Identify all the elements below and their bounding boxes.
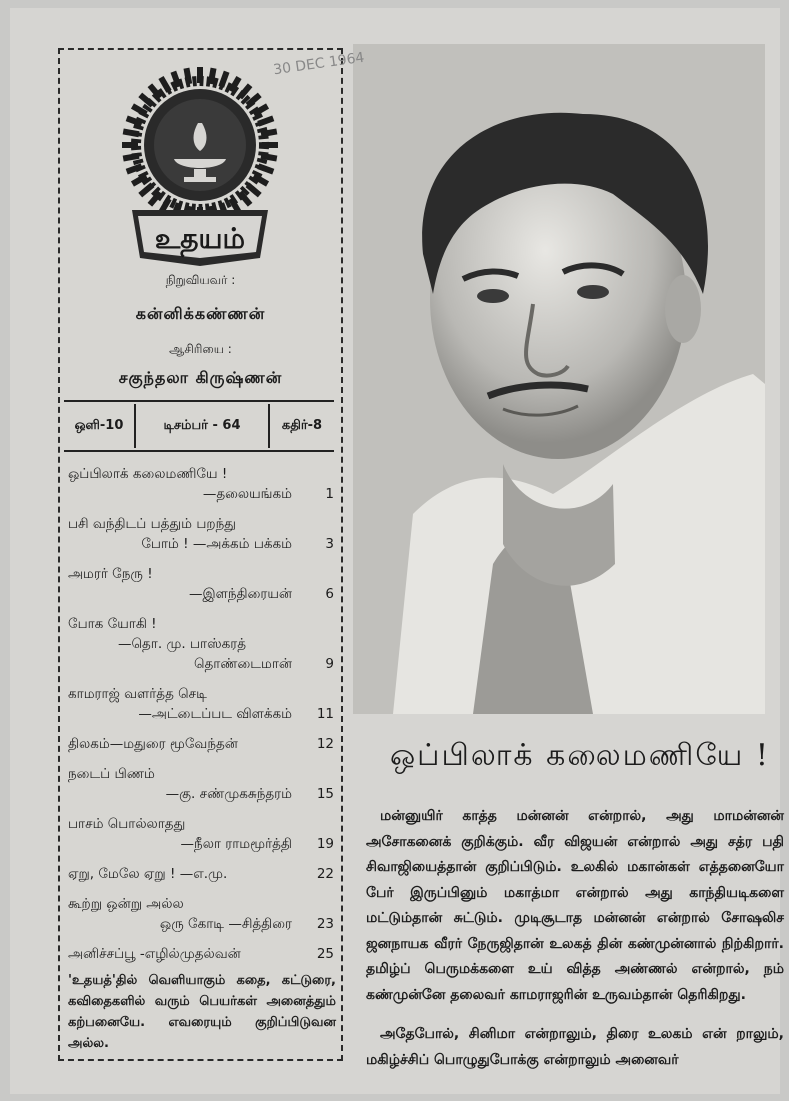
toc-author: போம் ! —அக்கம் பக்கம் (141, 536, 292, 552)
toc-author: ஏறு, மேலே ஏறு ! —எ.மு. (68, 866, 228, 882)
issue-date: டிசம்பர் - 64 (163, 418, 241, 433)
toc-line: அமரர் நேரு ! (68, 566, 153, 582)
table-of-contents (68, 464, 334, 974)
toc-entry (68, 864, 334, 884)
toc-author-row (68, 834, 334, 854)
toc-line: —தொ. மு. பாஸ்கரத் (118, 636, 247, 652)
editor-name: சகுந்தலா கிருஷ்ணன் (118, 368, 283, 387)
logo-wordmark: உதயம் (154, 222, 246, 255)
toc-page-number: 1 (325, 486, 334, 502)
contents-panel (58, 48, 343, 1061)
toc-page-number: 22 (316, 866, 334, 882)
toc-entry (68, 944, 334, 964)
toc-author: —அட்டைப்பட விளக்கம் (138, 706, 292, 722)
article-body (366, 804, 784, 1087)
founder-label: நிறுவியவர் : (165, 273, 236, 287)
toc-line: பாசம் பொல்லாதது (68, 816, 186, 832)
toc-page-number: 9 (325, 656, 334, 672)
portrait-image (353, 44, 765, 714)
toc-page-number: 23 (316, 916, 334, 932)
toc-page-number: 25 (316, 946, 334, 962)
volume-number: கதிர்-8 (281, 418, 323, 433)
toc-author: —தலையங்கம் (202, 486, 292, 502)
toc-line: காமராஜ் வளர்த்த செடி (68, 686, 207, 702)
toc-page-number: 15 (316, 786, 334, 802)
founder-name: கன்னிக்கண்ணன் (135, 304, 266, 323)
date-stamp: 30 DEC 1964 (272, 49, 366, 79)
toc-page-number: 11 (316, 706, 334, 722)
toc-author-row (68, 704, 334, 724)
magazine-page (10, 8, 784, 1094)
editor-label: ஆசிரியை : (169, 342, 232, 356)
toc-page-number: 12 (316, 736, 334, 752)
toc-author-row (68, 944, 334, 964)
toc-author: தொண்டைமான் (193, 656, 292, 672)
toc-author-row (68, 534, 334, 554)
toc-author: திலகம்—மதுரை மூவேந்தன் (68, 736, 238, 752)
toc-entry (68, 684, 334, 724)
toc-page-number: 6 (325, 586, 334, 602)
toc-line: போக யோகி ! (68, 616, 157, 632)
toc-author-row (68, 864, 334, 884)
toc-entry (68, 734, 334, 754)
toc-entry (68, 764, 334, 804)
udhayam-lamp-logo (120, 60, 280, 270)
issue-number: ஒளி-10 (74, 418, 124, 433)
toc-line: ஒப்பிலாக் கலைமணியே ! (68, 466, 228, 482)
toc-page-number: 3 (325, 536, 334, 552)
toc-author-row (68, 784, 334, 804)
toc-entry (68, 464, 334, 504)
toc-entry (68, 814, 334, 854)
toc-author: —கு. சண்முகசுந்தரம் (165, 786, 292, 802)
toc-entry (68, 614, 334, 674)
toc-author: அனிச்சப்பூ -எழில்முதல்வன் (68, 946, 241, 962)
article-paragraph: அதேபோல், சினிமா என்றாலும், திரை உலகம் என் றாலும், மகிழ்ச்சிப் பொழுதுபோக்கு என்றாலும் அனைவர் (366, 1026, 784, 1068)
article-paragraph: மன்னுயிர் காத்த மன்னன் என்றால், அது மாமன்னன் அசோகனைக் குறிக்கும். வீர விஜயன் என்றால் அது சத்ர பதி சிவாஜியைத்தான் குறிப்பிடும். உலகில் மகான்கள் எத்தனையோ பேர் இருப்பினும் மகாத்மா என்றால் அது காந்தியடிகளை மட்டும்தான் சுட்டும். முடிசூடாத மன்னன் என்றால் சோஷலிச ஜனநாயக வீரர் நேருஜிதான் உலகத் தின் கண்முன்னால் நிற்கிறார். தமிழ்ப் பெருமக்களை உய் வித்த அண்ணல் என்றால், நம் கண்முன்னே தலைவர் காமராஜரின் உருவம்தான் தெரிகிறது. (366, 808, 784, 1003)
toc-author: —நீலா ராமமூர்த்தி (180, 836, 292, 852)
toc-author-row (68, 734, 334, 754)
toc-line: பசி வந்திடப் பத்தும் பறந்து (68, 516, 236, 532)
toc-page-number: 19 (316, 836, 334, 852)
toc-line: நடைப் பிணம் (68, 766, 155, 782)
toc-author-row (68, 654, 334, 674)
article-title: ஒப்பிலாக் கலைமணியே ! (390, 738, 770, 773)
toc-author-row (68, 584, 334, 604)
toc-entry (68, 894, 334, 934)
toc-line: கூற்று ஒன்று அல்ல (68, 896, 184, 912)
toc-author-row (68, 484, 334, 504)
toc-author-row (68, 914, 334, 934)
disclaimer-note: 'உதயத்'தில் வெளியாகும் கதை, கட்டுரை, கவிதைகளில் வரும் பெயர்கள் அனைத்தும் கற்பனையே. எவரையும் குறிப்பிடுவன அல்ல. (68, 973, 336, 1051)
issue-info-bar (64, 400, 334, 452)
toc-entry (68, 564, 334, 604)
toc-author: —இளந்திரையன் (189, 586, 292, 602)
toc-entry (68, 514, 334, 554)
toc-author: ஒரு கோடி —சித்திரை (159, 916, 292, 932)
